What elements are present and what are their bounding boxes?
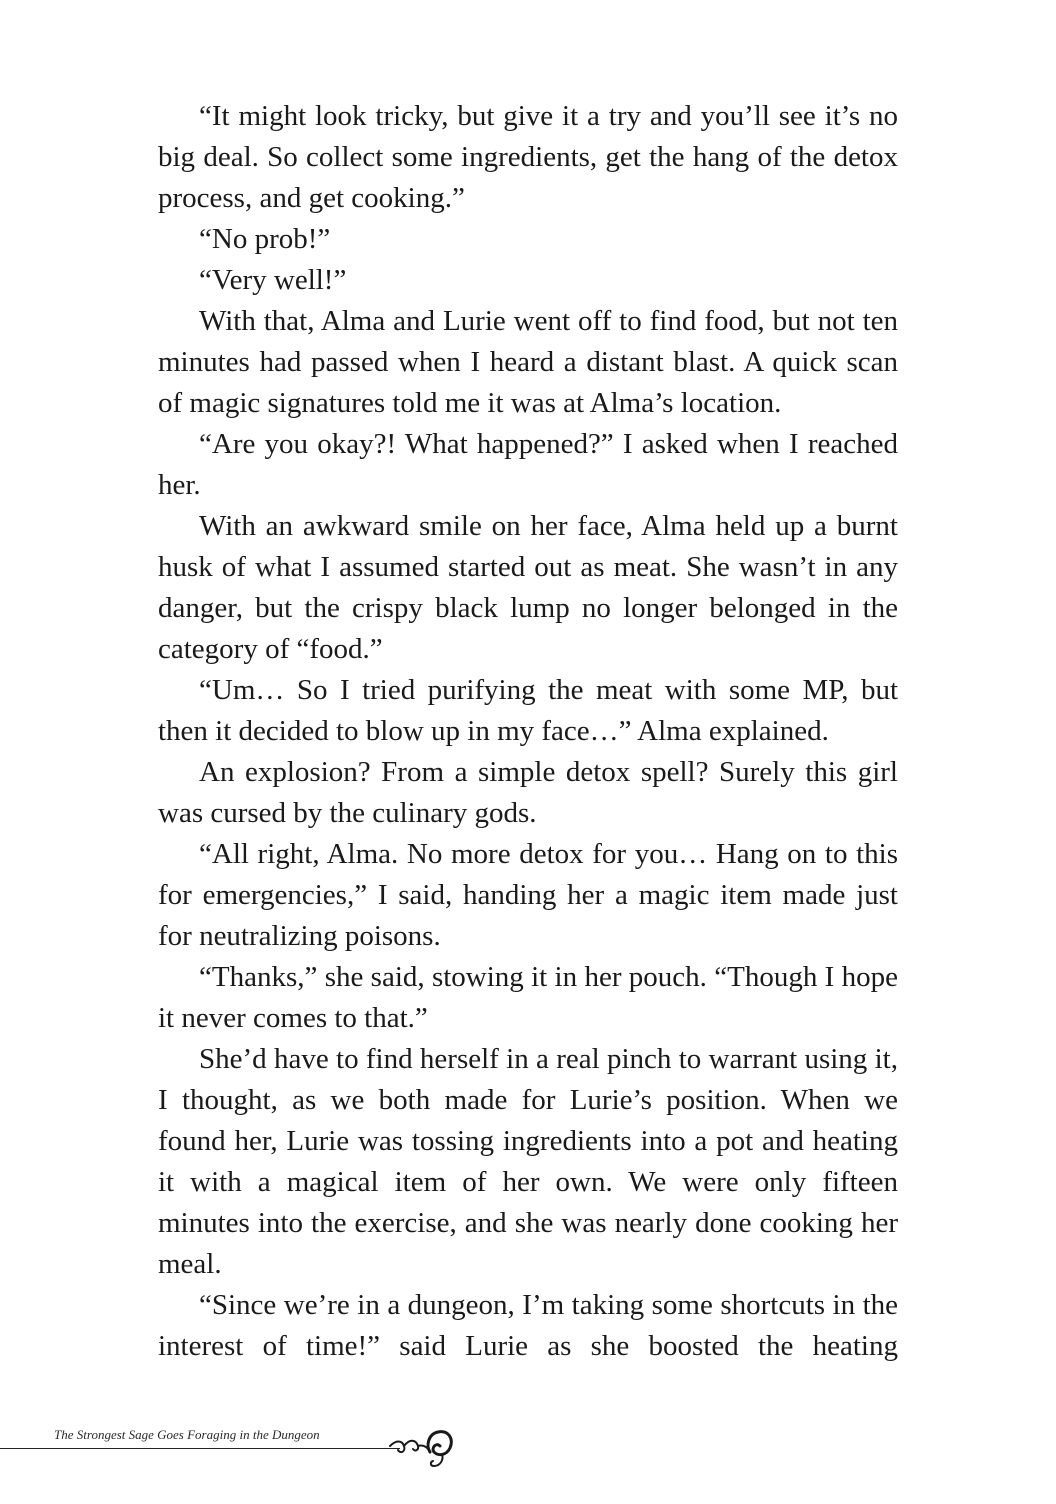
footer-rule — [0, 1448, 400, 1449]
flourish-ornament-icon — [384, 1416, 464, 1472]
page-footer — [0, 1412, 520, 1472]
paragraph: “Um… So I tried purifying the meat with some MP, but then it decided to blow up in my face…” Alma explained. — [158, 674, 898, 747]
paragraph: “No prob!” — [199, 223, 331, 255]
paragraph: “Very well!” — [199, 264, 347, 296]
paragraph-last: “Since we’re in a dungeon, I’m taking some shortcuts in the interest of time!” said Lurie as she boosted the heating — [158, 1289, 898, 1362]
paragraph: With an awkward smile on her face, Alma held up a burnt husk of what I assumed started out as meat. She wasn’t in any danger, but the crispy black lump no longer belonged in the category of “food.” — [158, 510, 898, 665]
paragraph: “Thanks,” she said, stowing it in her pouch. “Though I hope it never comes to that.” — [158, 961, 898, 1034]
paragraph: “Are you okay?! What happened?” I asked when I reached her. — [158, 428, 898, 501]
paragraph: “It might look tricky, but give it a try and you’ll see it’s no big deal. So collect some ingredients, get the hang of the detox process, and get cooking.” — [158, 100, 898, 214]
body-text — [158, 96, 898, 1367]
paragraph: An explosion? From a simple detox spell? Surely this girl was cursed by the culinary gods. — [158, 756, 898, 829]
running-footer-title: The Strongest Sage Goes Foraging in the Dungeon — [54, 1427, 320, 1442]
paragraph: With that, Alma and Lurie went off to find food, but not ten minutes had passed when I heard a distant blast. A quick scan of magic signatures told me it was at Alma’s location. — [158, 305, 898, 419]
paragraph: “All right, Alma. No more detox for you… Hang on to this for emergencies,” I said, handing her a magic item made just for neutralizing poisons. — [158, 838, 898, 952]
paragraph: She’d have to find herself in a real pinch to warrant using it, I thought, as we both made for Lurie’s position. When we found her, Lurie was tossing ingredients into a pot and heating it with a magical item of her own. We were only fifteen minutes into the exercise, and she was nearly done cooking her meal. — [158, 1043, 898, 1280]
